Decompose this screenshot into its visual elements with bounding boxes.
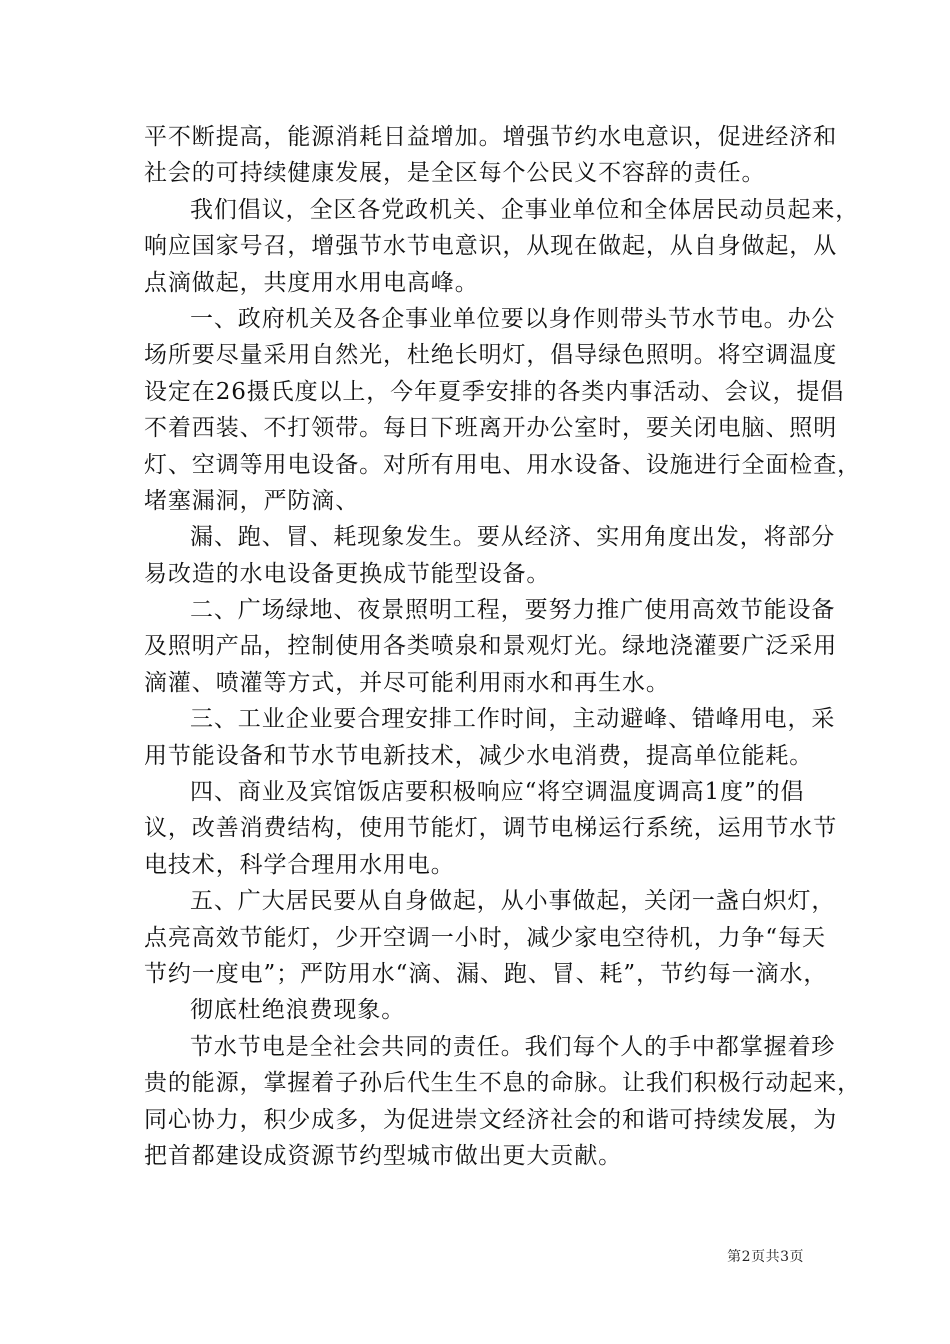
paragraph-item-4	[144, 774, 838, 883]
text-line: 电技术，科学合理用水用电。	[144, 851, 455, 878]
text-line: 堵塞漏洞，严防滴、	[144, 487, 360, 514]
text-line: 节约一度电”；严防用水“滴、漏、跑、冒、耗”，节约每一滴水，	[144, 960, 828, 987]
text-line: 滴灌、喷灌等方式，并尽可能利用雨水和再生水。	[144, 669, 670, 696]
text-line: 平不断提高，能源消耗日益增加。增强节约水电意识，促进经济和	[144, 124, 838, 150]
text-line: 四、商业及宾馆饭店要积极响应“将空调温度调高1度”的倡	[190, 779, 805, 806]
text-line: 一、政府机关及各企事业单位要以身作则带头节水节电。办公	[190, 305, 836, 332]
text-line: 点滴做起，共度用水用电高峰。	[144, 269, 479, 296]
text-line: 二、广场绿地、夜景照明工程，要努力推广使用高效节能设备	[190, 597, 836, 624]
text-line: 易改造的水电设备更换成节能型设备。	[144, 560, 551, 587]
text-line: 不着西装、不打领带。每日下班离开办公室时，要关闭电脑、照明	[144, 415, 838, 442]
text-line: 及照明产品，控制使用各类喷泉和景观灯光。绿地浇灌要广泛采用	[144, 633, 838, 660]
text-line: 节水节电是全社会共同的责任。我们每个人的手中都掌握着珍	[190, 1033, 836, 1060]
paragraph-proposal	[144, 192, 860, 301]
document-body	[144, 119, 861, 1174]
paragraph-item-5	[144, 883, 836, 992]
page-number-footer: 第2页共3页	[727, 1249, 804, 1265]
text-line: 社会的可持续健康发展，是全区每个公民义不容辞的责任。	[144, 160, 766, 187]
text-line: 用节能设备和节水节电新技术，减少水电消费，提高单位能耗。	[144, 742, 814, 769]
text-line: 场所要尽量采用自然光，杜绝长明灯，倡导绿色照明。将空调温度	[144, 342, 838, 369]
paragraph-conclusion	[144, 1029, 861, 1175]
text-line: 我们倡议，全区各党政机关、企事业单位和全体居民动员起来，	[190, 196, 860, 223]
text-line: 议，改善消费结构，使用节能灯，调节电梯运行系统，运用节水节	[144, 815, 838, 842]
text-line: 彻底杜绝浪费现象。	[190, 997, 406, 1024]
text-line: 把首都建设成资源节约型城市做出更大贡献。	[144, 1142, 622, 1169]
paragraph-item-5-continued	[144, 992, 810, 1028]
text-line: 贵的能源，掌握着子孙后代生生不息的命脉。让我们积极行动起来，	[144, 1070, 861, 1097]
paragraph-item-3	[144, 701, 836, 774]
text-line: 五、广大居民要从自身做起，从小事做起，关闭一盏白炽灯，	[190, 888, 836, 915]
text-line: 三、工业企业要合理安排工作时间，主动避峰、错峰用电，采	[190, 706, 836, 733]
paragraph-item-1-continued	[144, 519, 836, 592]
text-line: 响应国家号召，增强节水节电意识，从现在做起，从自身做起，从	[144, 233, 838, 260]
text-line: 同心协力，积少成多，为促进崇文经济社会的和谐可持续发展，为	[144, 1106, 838, 1133]
paragraph-item-1	[144, 301, 861, 519]
paragraph-item-2	[144, 592, 838, 701]
text-line: 漏、跑、冒、耗现象发生。要从经济、实用角度出发，将部分	[190, 524, 836, 551]
paragraph-intro-continued	[144, 119, 838, 192]
text-line: 灯、空调等用电设备。对所有用电、用水设备、设施进行全面检查，	[144, 451, 861, 478]
text-line: 点亮高效节能灯，少开空调一小时，减少家电空待机，力争“每天	[144, 924, 826, 951]
text-line: 设定在26摄氏度以上，今年夏季安排的各类内事活动、会议，提倡	[144, 378, 845, 405]
